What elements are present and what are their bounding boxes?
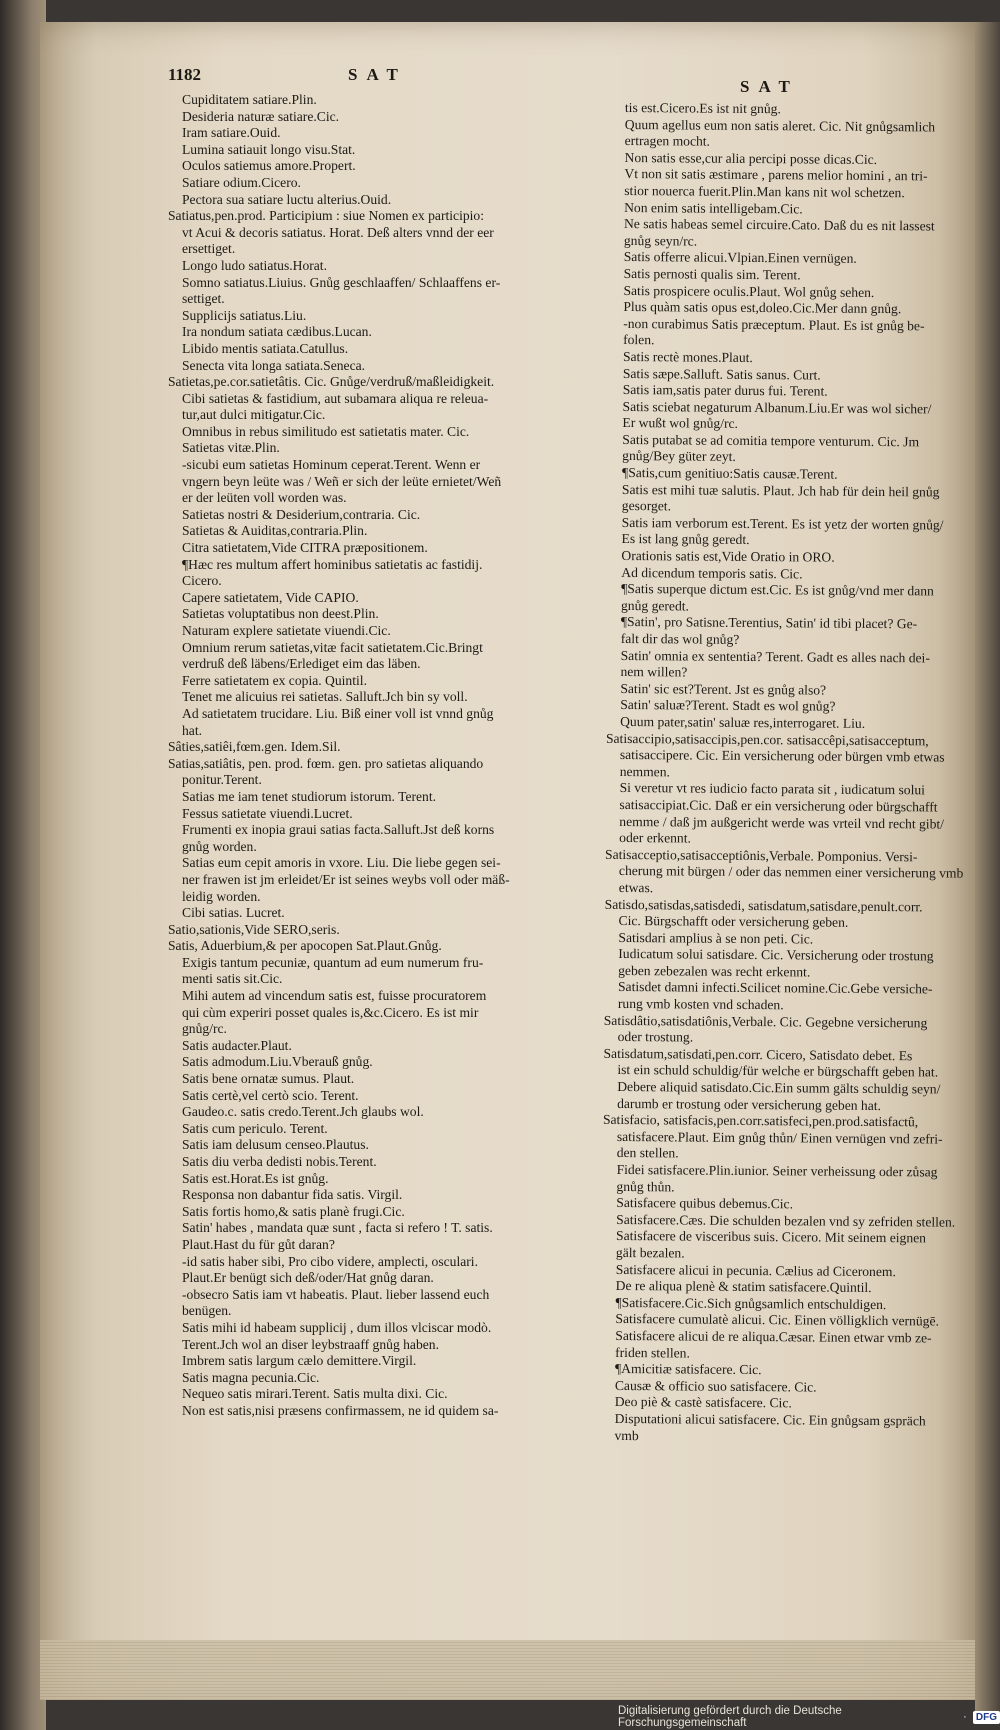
- text-line: Satisfacere alicui in pecunia. Cælius ad Ciceronem.: [615, 1261, 896, 1279]
- text-line: Satis mihi id habeam supplicij , dum illos vlciscar modò.: [182, 1319, 492, 1335]
- text-line: vt Acui & decoris satiatus. Horat. Deß alters vnnd der eer: [182, 224, 494, 240]
- text-line: Ne satis habeas semel circuire.Cato. Daß du es nit lassest: [623, 216, 935, 234]
- text-line: Orationis satis est,Vide Oratio in ORO.: [621, 548, 835, 565]
- text-line: Satis diu verba dedisti nobis.Terent.: [182, 1154, 377, 1169]
- text-line: Frumenti ex inopia graui satias facta.Salluft.Jst deß korns: [182, 822, 495, 838]
- text-line: Ad dicendum temporis satis. Cic.: [621, 564, 803, 582]
- text-line: Satisfacere quibus debemus.Cic.: [616, 1195, 794, 1212]
- text-line: gnůg geredt.: [620, 597, 690, 614]
- text-line: -sicubi eum satietas Hominum ceperat.Terent. Wenn er: [182, 457, 481, 473]
- text-line: Satio,sationis,Vide SERO,seris.: [168, 921, 340, 937]
- text-line: Er wußt wol gnůg/rc.: [622, 415, 739, 432]
- text-line: Non satis esse,cur alia percipi posse dicas.Cic.: [624, 149, 878, 167]
- text-line: falt dir das wol gnůg?: [620, 630, 740, 647]
- text-line: nem willen?: [620, 664, 688, 680]
- text-line: Satis rectè mones.Plaut.: [622, 348, 753, 365]
- text-line: Oculos satiemus amore.Propert.: [182, 158, 356, 174]
- text-line: Terent.Jch wol an diser leybstraaff gnůg haben.: [182, 1336, 439, 1352]
- text-line: qui cùm experiri posset quales is,&c.Cicero. Es ist mir: [182, 1004, 479, 1020]
- page-edge-right: [975, 22, 1000, 1712]
- text-line: Satias,satiâtis, pen. prod. fœm. gen. pro satietas aliquando: [168, 755, 484, 771]
- book-page: [40, 22, 975, 1700]
- text-line: Satias eum cepit amoris in vxore. Liu. Die liebe gegen sei-: [182, 855, 501, 871]
- text-line: Satis iam verborum est.Terent. Es ist yetz der worten gnůg/: [621, 514, 944, 533]
- text-line: Libido mentis satiata.Catullus.: [182, 340, 349, 356]
- text-line: Satietas voluptatibus non deest.Plin.: [182, 606, 379, 622]
- text-line: Deo piè & castè satisfacere. Cic.: [614, 1394, 792, 1411]
- text-line: Cibi satietas & fastidium, aut subamara aliqua re releua-: [182, 390, 489, 406]
- text-line: menti satis sit.Cic.: [182, 971, 283, 987]
- text-line: Satisdet damni infecti.Scilicet nomine.Cic.Gebe versiche-: [617, 979, 933, 997]
- text-line: settiget.: [182, 291, 225, 307]
- text-line: Ferre satietatem ex copia. Quintil.: [182, 672, 367, 688]
- text-line: vngern beyn leüte was / Weñ er sich der leüte ernietet/Weñ: [182, 473, 502, 489]
- text-line: geben zebezalen was recht erkennt.: [618, 962, 811, 980]
- text-line: Satis offerre alicui.Vlpian.Einen vernügen.: [623, 249, 857, 267]
- text-line: Satiatus,pen.prod. Participium : siue Nomen ex participio:: [168, 208, 484, 224]
- text-line: Satis putabat se ad comitia tempore venturum. Cic. Jm: [622, 431, 920, 450]
- text-line: Cibi satias. Lucret.: [182, 905, 285, 921]
- text-line: gnůg/rc.: [182, 1021, 227, 1037]
- text-line: satisaccipiat.Cic. Daß er ein versicherung oder bürgschafft: [619, 796, 938, 815]
- text-line: Satis bene ornatæ sumus. Plaut.: [182, 1071, 355, 1087]
- text-line: Satis certè,vel certò scio. Terent.: [182, 1087, 359, 1103]
- text-line: etwas.: [618, 879, 654, 896]
- page-number: 1182: [168, 65, 202, 84]
- text-line: Satietas vitæ.Plin.: [182, 440, 280, 456]
- text-line: hat.: [182, 722, 203, 738]
- text-line: Satis admodum.Liu.Vberauß gnůg.: [182, 1054, 373, 1070]
- text-line: satisaccipere. Cic. Ein versicherung oder bürgen vmb etwas: [619, 747, 945, 765]
- text-line: gält bezalen.: [615, 1244, 685, 1261]
- text-line: Satisdâtio,satisdatiônis,Verbale. Cic. Gegebne versicherung: [603, 1012, 928, 1031]
- text-line: Plus quàm satis opus est,doleo.Cic.Mer dann gnůg.: [623, 299, 902, 317]
- text-line: Omnibus in rebus similitudo est satietatis mater. Cic.: [182, 423, 470, 439]
- text-line: Quum agellus eum non satis aleret. Cic. Nit gnůgsamlich: [624, 116, 936, 135]
- text-line: ¶Satin', pro Satisne.Terentius, Satin' id tibi placet? Ge-: [620, 614, 918, 632]
- text-line: Capere satietatem, Vide CAPIO.: [182, 589, 359, 605]
- text-line: -obsecro Satis iam vt habeatis. Plaut. lieber lassend euch: [182, 1286, 490, 1302]
- text-line: Imbrem satis largum cælo demittere.Virgil.: [182, 1353, 417, 1369]
- text-line: Satis iam,satis pater durus fui. Terent.: [622, 382, 828, 399]
- text-line: Satin' saluæ?Terent. Stadt es wol gnůg?: [620, 697, 836, 715]
- text-line: Tenet me alicuius rei satietas. Salluft.Jch bin sy voll.: [182, 689, 468, 705]
- text-line: vmb: [614, 1427, 639, 1443]
- text-line: cherung mit bürgen / oder das nemmen einer versicherung vmb: [618, 863, 964, 881]
- text-line: Satisfacio, satisfacis,pen.corr.satisfeci,pen.prod.satisfactû,: [602, 1112, 919, 1130]
- text-line: Satietas & Auiditas,contraria.Plin.: [182, 523, 368, 539]
- running-head-right: SAT: [740, 77, 799, 96]
- text-line: Sâties,satiêi,fœm.gen. Idem.Sil.: [168, 739, 341, 755]
- text-line: Satietas,pe.cor.satietâtis. Cic. Gnůge/verdruß/maßleidigkeit.: [168, 374, 495, 390]
- text-line: Plaut.Hast du für gůt daran?: [182, 1236, 335, 1252]
- text-line: Satias me iam tenet studiorum istorum. Terent.: [182, 788, 437, 804]
- page-stack-edge: [40, 1640, 975, 1700]
- text-line: stior nouerca fuerit.Plin.Man kans nit wol schetzen.: [624, 182, 905, 201]
- text-line: Nequeo satis mirari.Terent. Satis multa dixi. Cic.: [182, 1386, 448, 1402]
- text-line: Satis sæpe.Salluft. Satis sanus. Curt.: [622, 365, 821, 383]
- dfg-logo: DFG: [973, 1711, 1000, 1724]
- text-line: Satiare odium.Cicero.: [182, 174, 301, 190]
- text-line: Supplicijs satiatus.Liu.: [182, 307, 307, 323]
- text-line: den stellen.: [616, 1145, 679, 1161]
- text-line: Satisfacere alicui de re aliqua.Cæsar. Einen etwar vmb ze-: [615, 1327, 932, 1346]
- text-line: ¶Satisfacere.Cic.Sich gnůgsamlich entschuldigen.: [615, 1294, 887, 1312]
- text-line: Ira nondum satiata cædibus.Lucan.: [182, 324, 372, 340]
- text-line: Cicero.: [182, 573, 222, 589]
- text-line: ponitur.Terent.: [182, 772, 262, 788]
- text-line: ¶Amicitiæ satisfacere. Cic.: [614, 1361, 762, 1378]
- running-head-left: SAT: [348, 65, 407, 84]
- text-line: Satisdari amplius à se non peti. Cic.: [618, 929, 814, 947]
- text-line: nemme / daß jm außgericht werde was vrteil vnd recht gibt/: [619, 813, 945, 832]
- text-line: Satisfacere cumulatè alicui. Cic. Einen völligklich vernügē.: [615, 1311, 939, 1329]
- text-line: Ad satietatem trucidare. Liu. Biß einer voll ist vnnd gnůg: [182, 705, 494, 721]
- text-line: ner frawen ist jm erleidet/Er ist seines weybs voll oder mäß-: [182, 871, 510, 887]
- text-line: ¶Satis superque dictum est.Cic. Es ist gnůg/vnd mer dann: [621, 581, 934, 599]
- text-line: Desideria naturæ satiare.Cic.: [182, 108, 340, 124]
- text-line: Quum pater,satin' saluæ res,interrogaret. Liu.: [620, 713, 866, 731]
- text-line: oder trostung.: [617, 1029, 694, 1045]
- text-line: verdruß deß läbens/Erlediget eim das läben.: [182, 656, 421, 672]
- text-line: Naturam explere satietate viuendi.Cic.: [182, 623, 391, 638]
- text-line: De re aliqua plenè & statim satisfacere.Quintil.: [615, 1278, 872, 1296]
- text-line: Satis est.Horat.Es ist gnůg.: [182, 1170, 329, 1186]
- text-line: satisfacere.Plaut. Eim gnůg thůn/ Einen vernügen vnd zefri-: [616, 1128, 943, 1147]
- text-line: gnůg thůn.: [616, 1178, 675, 1195]
- text-line: Satisdo,satisdas,satisdedi, satisdatum,satisdare,penult.corr.: [604, 896, 923, 914]
- text-line: ist ein schuld schuldig/für welche er bürgschafft geben hat.: [617, 1062, 939, 1080]
- text-line: Satis est mihi tuæ salutis. Plaut. Jch hab für dein heil gnůg: [621, 481, 940, 500]
- text-line: Gaudeo.c. satis credo.Terent.Jch glaubs wol.: [182, 1104, 424, 1120]
- text-line: Satis sciebat negaturum Albanum.Liu.Er was wol sicher/: [622, 398, 932, 417]
- text-line: rung vmb kosten vnd schaden.: [617, 996, 784, 1013]
- text-line: Es ist lang gnůg geredt.: [621, 531, 750, 548]
- text-line: Satisdatum,satisdati,pen.corr. Cicero, Satisdato debet. Es: [603, 1045, 913, 1064]
- text-line: Mihi autem ad vincendum satis est, fuisse procuratorem: [182, 988, 487, 1004]
- text-line: folen.: [623, 332, 655, 348]
- text-line: Fidei satisfacere.Plin.iunior. Seiner verheissung oder zůsag: [616, 1161, 938, 1180]
- text-line: -id satis haber sibi, Pro cibo videre, amplecti, osculari.: [182, 1253, 478, 1269]
- text-line: Satisaccipio,satisaccipis,pen.cor. satisaccêpi,satisacceptum,: [605, 730, 929, 748]
- text-line: gesorget.: [621, 498, 672, 514]
- text-line: tur,aut dulci mitigatur.Cic.: [182, 407, 326, 423]
- text-line: ersettiget.: [182, 241, 236, 257]
- text-line: Cupiditatem satiare.Plin.: [182, 92, 317, 107]
- text-line: Senecta vita longa satiata.Seneca.: [182, 357, 366, 373]
- text-line: Satisfacere.Cæs. Die schulden bezalen vnd sy zefriden stellen.: [616, 1211, 956, 1230]
- text-line: Longo ludo satiatus.Horat.: [182, 257, 327, 273]
- text-line: Lumina satiauit longo visu.Stat.: [182, 141, 356, 157]
- text-line: gnůg/Bey güter zeyt.: [622, 448, 736, 465]
- text-line: nemmen.: [619, 763, 671, 780]
- text-line: Satis pernosti qualis sim. Terent.: [623, 265, 801, 283]
- text-line: Satisacceptio,satisacceptiônis,Verbale. Pomponius. Versi-: [605, 846, 918, 865]
- text-line: Si veretur vt res iudicio facto parata sit , iudicatum solui: [619, 780, 926, 798]
- text-line: Satis cum periculo. Terent.: [182, 1120, 328, 1136]
- text-line: Pectora sua satiare luctu alterius.Ouid.: [182, 191, 392, 207]
- text-line: Omnium rerum satietas,vitæ facit satietatem.Cic.Bringt: [182, 639, 483, 655]
- text-line: ¶Hæc res multum affert hominibus satietatis ac fastidij.: [182, 556, 483, 572]
- text-line: Iram satiare.Ouid.: [182, 125, 281, 141]
- text-line: Non enim satis intelligebam.Cic.: [624, 199, 803, 216]
- text-line: leidig worden.: [182, 888, 261, 904]
- text-line: Cic. Bürgschafft oder versicherung geben.: [618, 913, 849, 930]
- text-line: darumb er trostung oder versicherung geben hat.: [617, 1095, 882, 1113]
- text-line: er der leüten voll worden was.: [182, 490, 347, 506]
- text-line: gnůg seyn/rc.: [623, 232, 698, 249]
- text-line: -non curabimus Satis præceptum. Plaut. Es ist gnůg be-: [623, 315, 925, 334]
- text-line: Vt non sit satis æstimare , parens melior homini , an tri-: [624, 166, 928, 184]
- text-line: Exigis tantum pecuniæ, quantum ad eum numerum fru-: [182, 954, 484, 970]
- left-column: [168, 92, 510, 1420]
- text-line: Disputationi alicui satisfacere. Cic. Ein gnůgsam gspräch: [614, 1410, 926, 1429]
- text-line: ¶Satis,cum genitiuo:Satis causæ.Terent.: [622, 465, 838, 482]
- text-line: Satis fortis homo,& satis planè frugi.Cic.: [182, 1203, 405, 1219]
- right-column: [602, 100, 969, 1447]
- text-line: Satin' sic est?Terent. Jst es gnůg also?: [620, 680, 827, 698]
- text-line: tis est.Cicero.Es ist nit gnůg.: [624, 100, 781, 117]
- text-line: benügen.: [182, 1303, 232, 1319]
- text-line: gnůg worden.: [182, 838, 257, 854]
- digitization-footer: Digitalisierung gefördert durch die Deutsche Forschungsgemeinschaft · DFG: [618, 1707, 1000, 1727]
- text-line: Satin' omnia ex sententia? Terent. Gadt es alles nach dei-: [620, 647, 930, 666]
- text-line: Satis, Aduerbium,& per apocopen Sat.Plaut.Gnůg.: [168, 938, 442, 954]
- text-line: oder erkennt.: [619, 830, 691, 846]
- text-line: Satietas nostri & Desiderium,contraria. Cic.: [182, 506, 421, 522]
- text-line: Satin' habes , mandata quæ sunt , facta si refero ! T. satis.: [182, 1220, 493, 1236]
- text-line: Somno satiatus.Liuius. Gnůg geschlaaffen/ Schlaaffens er-: [182, 274, 501, 290]
- text-line: Plaut.Er benügt sich deß/oder/Hat gnůg daran.: [182, 1270, 434, 1286]
- text-line: Non est satis,nisi præsens confirmassem, ne id quidem sa-: [182, 1402, 499, 1418]
- text-line: Debere aliquid satisdato.Cic.Ein summ gälts schuldig seyn/: [617, 1079, 941, 1097]
- footer-text: Digitalisierung gefördert durch die Deutsche Forschungsgemeinschaft: [618, 1705, 842, 1729]
- text-line: ertragen mocht.: [624, 133, 711, 149]
- text-line: Satis iam delusum censeo.Plautus.: [182, 1137, 369, 1153]
- text-line: Causæ & officio suo satisfacere. Cic.: [614, 1377, 817, 1395]
- text-line: Responsa non dabantur fida satis. Virgil.: [182, 1187, 403, 1203]
- text-line: Iudicatum solui satisdare. Cic. Versicherung oder trostung: [618, 946, 934, 964]
- text-line: Satis prospicere oculis.Plaut. Wol gnůg sehen.: [623, 282, 875, 300]
- text-line: Fessus satietate viuendi.Lucret.: [182, 805, 353, 821]
- text-line: Citra satietatem,Vide CITRA præpositionem.: [182, 540, 428, 556]
- text-line: Satis magna pecunia.Cic.: [182, 1369, 320, 1385]
- text-line: friden stellen.: [615, 1344, 690, 1361]
- text-line: Satis audacter.Plaut.: [182, 1037, 292, 1053]
- text-line: Satisfacere de visceribus suis. Cicero. Mit seinem eignen: [616, 1228, 927, 1246]
